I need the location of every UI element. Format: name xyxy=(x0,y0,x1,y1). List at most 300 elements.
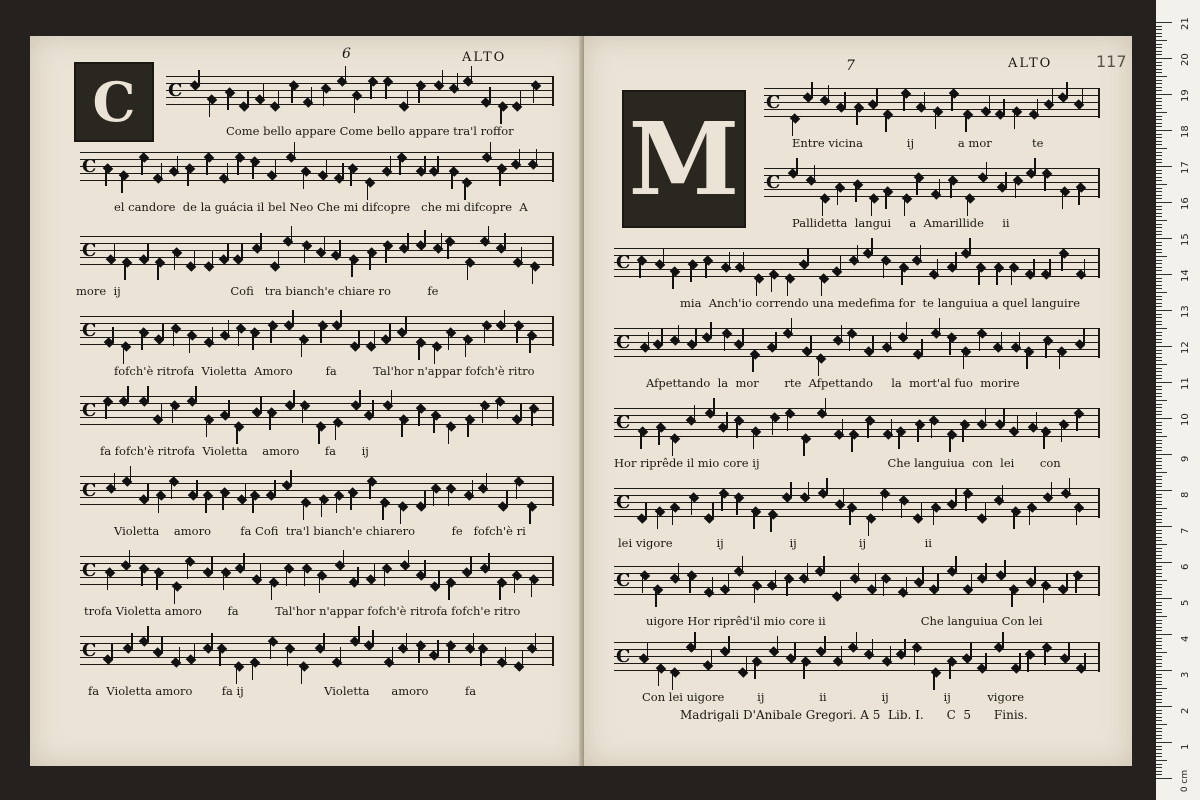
ruler-tick xyxy=(1156,310,1172,311)
note-stem xyxy=(343,550,345,566)
ruler-tick xyxy=(1156,386,1162,387)
decorated-initial-c xyxy=(74,62,154,142)
note-stem xyxy=(196,480,198,496)
ruler-tick xyxy=(1156,465,1162,466)
note-stem xyxy=(278,251,280,267)
ruler-tick xyxy=(1156,130,1172,131)
clef-symbol: C xyxy=(616,332,631,353)
ruler-tick xyxy=(1156,36,1162,37)
ruler-label: 10 xyxy=(1180,413,1191,426)
note-stem xyxy=(448,334,450,350)
ruler-tick xyxy=(1156,382,1172,383)
note-stem xyxy=(794,643,796,659)
note-stem xyxy=(712,577,714,593)
note-stem xyxy=(648,332,650,348)
ruler-tick xyxy=(1156,688,1167,689)
note-stem xyxy=(500,108,502,124)
ruler-tick xyxy=(1156,285,1162,286)
ruler-tick xyxy=(1156,299,1162,300)
ruler-tick xyxy=(1156,598,1172,599)
ruler-label: 19 xyxy=(1180,89,1191,102)
note-stem xyxy=(147,244,149,260)
ruler-tick xyxy=(1156,137,1162,138)
note-stem xyxy=(924,92,926,108)
note-stem xyxy=(447,243,449,259)
note-stem xyxy=(514,577,516,593)
note-stem xyxy=(531,410,533,426)
ruler-tick xyxy=(1156,468,1162,469)
note-stem xyxy=(286,570,288,586)
ruler-tick xyxy=(1156,645,1162,646)
note-stem xyxy=(291,226,293,242)
note-stem xyxy=(236,668,238,684)
ruler-tick xyxy=(1156,126,1162,127)
note-stem xyxy=(270,327,272,343)
ruler-tick xyxy=(1156,663,1162,664)
note-stem xyxy=(1002,632,1004,648)
note-stem xyxy=(228,320,230,336)
ruler-tick xyxy=(1156,479,1162,480)
note-stem xyxy=(917,426,919,442)
staff-line xyxy=(764,189,1100,190)
ruler-tick xyxy=(1156,389,1162,390)
staff-line xyxy=(80,476,554,477)
note-stem xyxy=(520,404,522,420)
ruler-label: 17 xyxy=(1180,161,1191,174)
note-stem xyxy=(821,280,823,296)
ruler-tick xyxy=(1156,508,1167,509)
note-stem xyxy=(369,254,371,270)
note-stem xyxy=(324,237,326,253)
note-stem xyxy=(753,513,755,529)
note-stem xyxy=(891,419,893,435)
note-stem xyxy=(1033,259,1035,275)
ruler-tick xyxy=(1156,368,1162,369)
note-stem xyxy=(212,327,214,343)
note-stem xyxy=(753,433,755,449)
note-stem xyxy=(1066,82,1068,98)
note-stem xyxy=(826,478,828,494)
note-stem xyxy=(849,335,851,351)
ruler-tick xyxy=(1156,551,1162,552)
ruler-tick xyxy=(1156,350,1162,351)
ruler-tick xyxy=(1156,119,1162,120)
ruler-tick xyxy=(1156,393,1162,394)
staff-line xyxy=(764,88,1100,89)
note-stem xyxy=(1044,175,1046,191)
music-staff xyxy=(80,396,554,426)
note-stem xyxy=(442,70,444,86)
note-stem xyxy=(302,407,304,423)
lyric-line: Pallidetta langui a Amarillide ii xyxy=(792,216,1010,230)
note-stem xyxy=(114,473,116,489)
note-stem xyxy=(278,91,280,107)
note-stem xyxy=(901,502,903,518)
staff-line xyxy=(80,257,554,258)
staff-line xyxy=(764,95,1100,96)
note-stem xyxy=(311,87,313,103)
note-stem xyxy=(424,156,426,172)
ruler-tick xyxy=(1156,735,1162,736)
ruler-tick xyxy=(1156,429,1162,430)
ruler-tick xyxy=(1156,411,1162,412)
note-stem xyxy=(1061,255,1063,271)
note-stem xyxy=(871,200,873,216)
note-stem xyxy=(752,356,754,372)
note-stem xyxy=(803,440,805,456)
ruler-tick xyxy=(1156,202,1172,203)
clef-symbol: C xyxy=(616,252,631,273)
ruler-tick xyxy=(1156,371,1162,372)
lyric-line: lei vigore ij ij ij ii xyxy=(618,536,932,550)
note-stem xyxy=(1066,574,1068,590)
note-stem xyxy=(227,244,229,260)
note-stem xyxy=(391,390,393,406)
right-folio: 7 xyxy=(846,58,855,74)
ruler-tick xyxy=(1156,666,1162,667)
note-stem xyxy=(424,560,426,576)
lyric-line: uigore Hor riprêd'il mio core ii Che languiua Con lei xyxy=(646,614,1043,628)
ruler-tick xyxy=(1156,90,1162,91)
note-stem xyxy=(989,96,991,112)
note-stem xyxy=(642,577,644,593)
note-stem xyxy=(658,670,660,686)
note-stem xyxy=(728,574,730,590)
note-stem xyxy=(710,322,712,338)
note-stem xyxy=(223,574,225,590)
ruler-tick xyxy=(1156,195,1162,196)
note-stem xyxy=(1005,172,1007,188)
note-stem xyxy=(885,193,887,209)
ruler-tick xyxy=(1156,332,1162,333)
staff-line xyxy=(614,509,1100,510)
note-stem xyxy=(724,335,726,351)
note-stem xyxy=(935,113,937,129)
note-stem xyxy=(672,440,674,456)
staff-line xyxy=(614,408,1100,409)
note-stem xyxy=(1011,269,1013,285)
note-stem xyxy=(303,504,305,520)
note-stem xyxy=(482,407,484,423)
clef-symbol: C xyxy=(616,412,631,433)
bar-line xyxy=(552,396,554,426)
note-stem xyxy=(390,156,392,172)
note-stem xyxy=(252,497,254,513)
note-stem xyxy=(464,184,466,200)
note-stem xyxy=(890,332,892,348)
note-stem xyxy=(105,403,107,419)
ruler-label: 9 xyxy=(1180,455,1191,462)
music-staff xyxy=(80,236,554,266)
ruler-tick xyxy=(1156,612,1162,613)
ruler-tick xyxy=(1156,101,1162,102)
ruler-tick xyxy=(1156,742,1172,743)
bar-line xyxy=(1098,488,1100,518)
note-stem xyxy=(965,116,967,132)
note-stem xyxy=(194,644,196,660)
clef-symbol: C xyxy=(82,560,97,581)
note-stem xyxy=(856,632,858,648)
note-stem xyxy=(448,584,450,600)
note-stem xyxy=(996,269,998,285)
note-stem xyxy=(1083,329,1085,345)
ruler-tick xyxy=(1156,728,1162,729)
note-stem xyxy=(123,348,125,364)
note-stem xyxy=(243,553,245,569)
note-stem xyxy=(467,421,469,437)
ruler-tick xyxy=(1156,458,1162,459)
note-stem xyxy=(158,497,160,513)
ruler-tick xyxy=(1156,26,1162,27)
ruler-tick xyxy=(1156,87,1162,88)
note-stem xyxy=(906,577,908,593)
note-stem xyxy=(147,626,149,642)
ruler-tick xyxy=(1156,159,1162,160)
left-voice-header: ALTO xyxy=(462,50,507,65)
note-stem xyxy=(399,159,401,175)
ruler-tick xyxy=(1156,573,1162,574)
ruler-tick xyxy=(1156,292,1167,293)
ruler-tick xyxy=(1156,587,1162,588)
note-stem xyxy=(294,142,296,158)
ruler-tick xyxy=(1156,65,1162,66)
ruler-tick xyxy=(1156,224,1162,225)
note-stem xyxy=(837,189,839,205)
ruler-tick xyxy=(1156,256,1167,257)
bar-line xyxy=(552,76,554,106)
note-stem xyxy=(382,504,384,520)
ruler-tick xyxy=(1156,173,1162,174)
note-stem xyxy=(406,633,408,649)
note-stem xyxy=(121,177,123,193)
ruler-tick xyxy=(1156,314,1162,315)
ruler-tick xyxy=(1156,724,1167,725)
ruler-tick xyxy=(1156,774,1162,775)
note-stem xyxy=(963,353,965,369)
note-stem xyxy=(746,657,748,673)
ruler-tick xyxy=(1156,432,1162,433)
left-page xyxy=(30,36,582,766)
ruler-tick xyxy=(1156,296,1162,297)
ruler-tick xyxy=(1156,454,1172,455)
ruler-tick xyxy=(1156,638,1162,639)
clef-symbol: C xyxy=(82,400,97,421)
note-stem xyxy=(174,588,176,604)
ruler-tick xyxy=(1156,436,1167,437)
note-stem xyxy=(883,262,885,278)
note-stem xyxy=(504,233,506,249)
ruler-tick xyxy=(1156,242,1162,243)
note-stem xyxy=(291,87,293,103)
note-stem xyxy=(1052,89,1054,105)
note-stem xyxy=(271,584,273,600)
note-stem xyxy=(490,142,492,158)
ruler-tick xyxy=(1156,594,1162,595)
bar-line xyxy=(1098,566,1100,596)
ruler-tick xyxy=(1156,213,1162,214)
note-stem xyxy=(245,484,247,500)
note-stem xyxy=(389,324,391,340)
ruler-tick xyxy=(1156,720,1162,721)
manuscript-number: 117 xyxy=(1096,52,1127,71)
note-stem xyxy=(840,256,842,272)
note-stem xyxy=(979,335,981,351)
note-stem xyxy=(807,249,809,265)
ruler-tick xyxy=(1156,116,1162,117)
ruler-tick xyxy=(1156,80,1162,81)
ruler-tick xyxy=(1156,364,1167,365)
ruler-tick xyxy=(1156,353,1162,354)
ruler-tick xyxy=(1156,540,1162,541)
note-stem xyxy=(471,66,473,82)
note-stem xyxy=(194,251,196,267)
ruler-tick xyxy=(1156,443,1162,444)
note-stem xyxy=(340,310,342,326)
lyric-line: Afpettando la mor rte Afpettando la mort'al fuo morire xyxy=(646,376,1020,390)
note-stem xyxy=(319,577,321,593)
note-stem xyxy=(791,318,793,334)
note-stem xyxy=(336,497,338,513)
ruler-tick xyxy=(1156,260,1162,261)
bar-line xyxy=(552,636,554,666)
note-stem xyxy=(867,422,869,438)
right-page xyxy=(584,36,1132,766)
note-stem xyxy=(260,397,262,413)
note-stem xyxy=(392,647,394,663)
note-stem xyxy=(318,428,320,444)
note-stem xyxy=(198,70,200,86)
staff-line xyxy=(80,636,554,637)
ruler-tick xyxy=(1156,760,1167,761)
note-stem xyxy=(807,563,809,579)
note-stem xyxy=(1001,332,1003,348)
note-stem xyxy=(743,252,745,268)
clef-symbol: C xyxy=(766,172,781,193)
note-stem xyxy=(519,149,521,165)
note-stem xyxy=(504,310,506,326)
staff-line xyxy=(614,415,1100,416)
note-stem xyxy=(756,280,758,296)
clef-symbol: C xyxy=(82,480,97,501)
note-stem xyxy=(1075,577,1077,593)
note-stem xyxy=(269,414,271,430)
note-stem xyxy=(385,247,387,263)
ruler-tick xyxy=(1156,684,1162,685)
ruler-tick xyxy=(1156,339,1162,340)
note-stem xyxy=(424,491,426,507)
note-stem xyxy=(803,663,805,679)
note-stem xyxy=(131,633,133,649)
note-stem xyxy=(320,327,322,343)
note-stem xyxy=(937,259,939,275)
staff-line xyxy=(166,104,554,105)
note-stem xyxy=(105,170,107,186)
note-stem xyxy=(843,489,845,505)
ruler-tick xyxy=(1156,83,1162,84)
ruler-tick xyxy=(1156,486,1162,487)
note-stem xyxy=(657,513,659,529)
ruler-tick xyxy=(1156,58,1172,59)
bar-line xyxy=(1098,88,1100,118)
note-stem xyxy=(985,653,987,669)
staff-line xyxy=(80,180,554,181)
note-stem xyxy=(1019,332,1021,348)
ruler-tick xyxy=(1156,710,1162,711)
staff-line xyxy=(80,664,554,665)
note-stem xyxy=(206,421,208,437)
note-stem xyxy=(531,581,533,597)
note-stem xyxy=(321,501,323,517)
ruler-tick xyxy=(1156,134,1162,135)
ruler-tick xyxy=(1156,209,1162,210)
ruler-tick xyxy=(1156,497,1162,498)
music-staff xyxy=(764,168,1100,198)
music-staff xyxy=(614,488,1100,518)
note-stem xyxy=(822,200,824,216)
ruler-tick xyxy=(1156,659,1162,660)
ruler-tick xyxy=(1156,717,1162,718)
note-stem xyxy=(1062,193,1064,209)
note-stem xyxy=(372,630,374,646)
ruler-tick xyxy=(1156,447,1162,448)
bar-line xyxy=(1098,408,1100,438)
note-stem xyxy=(252,664,254,680)
note-stem xyxy=(729,252,731,268)
note-stem xyxy=(189,337,191,353)
ruler-tick xyxy=(1156,738,1162,739)
staff-line xyxy=(614,328,1100,329)
ruler-tick xyxy=(1156,238,1172,239)
ruler-tick xyxy=(1156,206,1162,207)
note-stem xyxy=(385,83,387,99)
note-stem xyxy=(484,327,486,343)
note-stem xyxy=(922,567,924,583)
note-stem xyxy=(535,633,537,649)
ruler-tick xyxy=(1156,321,1162,322)
note-stem xyxy=(814,165,816,181)
bar-line xyxy=(552,476,554,506)
ruler-tick xyxy=(1156,177,1162,178)
note-stem xyxy=(384,570,386,586)
note-stem xyxy=(480,650,482,666)
ruler-tick xyxy=(1156,141,1162,142)
ruler-tick xyxy=(1156,670,1172,671)
note-stem xyxy=(354,97,356,113)
note-stem xyxy=(323,90,325,106)
ruler-tick xyxy=(1156,616,1167,617)
music-staff xyxy=(764,88,1100,118)
ruler-tick xyxy=(1156,706,1172,707)
note-stem xyxy=(951,95,953,111)
ruler-tick xyxy=(1156,702,1162,703)
ruler-tick xyxy=(1156,263,1162,264)
note-stem xyxy=(1084,259,1086,275)
note-stem xyxy=(871,238,873,254)
note-stem xyxy=(904,200,906,216)
ruler-tick xyxy=(1156,123,1162,124)
note-stem xyxy=(1034,158,1036,174)
note-stem xyxy=(970,643,972,659)
note-stem xyxy=(237,159,239,175)
ruler-tick xyxy=(1156,641,1162,642)
note-stem xyxy=(855,186,857,202)
note-stem xyxy=(486,473,488,489)
ruler-tick xyxy=(1156,220,1167,221)
ruler-tick xyxy=(1156,778,1172,779)
clef-symbol: C xyxy=(82,156,97,177)
bar-line xyxy=(552,316,554,346)
ruler-tick xyxy=(1156,288,1162,289)
